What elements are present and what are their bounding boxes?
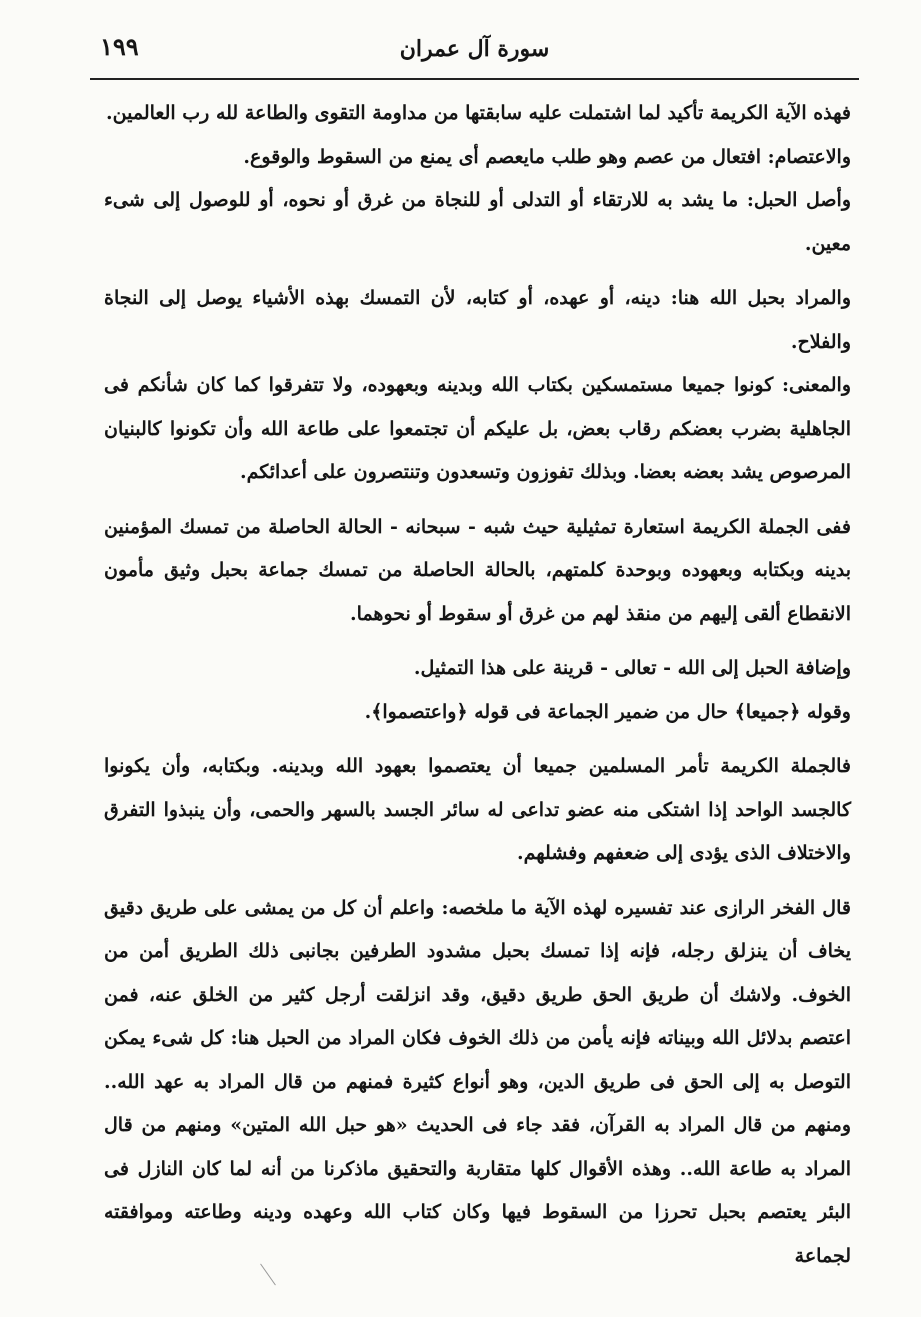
page-title: سورة آل عمران <box>399 36 550 62</box>
page-number: ١٩٩ <box>100 32 139 61</box>
paragraph-habl-attribution: وإضافة الحبل إلى الله - تعالى - قرينة على هذا التمثيل. <box>413 657 851 679</box>
page-body <box>104 92 851 1278</box>
paragraph-overall-meaning: والمعنى: كونوا جميعا مستمسكين بكتاب الله وبدينه وبعهوده، ولا تتفرقوا كما كان شأنكم فى الجاهلية بضرب بعضكم رقاب بعض، بل عليكم أن تجتمعوا على طاعة الله وأن تكونوا كالبنيان المرصوص يشد بعضه بعضا. وبذلك تفوزون وتسعدون وتنتصرون على أعدائكم. <box>104 374 851 483</box>
paragraph-itisam-definition: والاعتصام: افتعال من عصم وهو طلب مايعصم أى يمنع من السقوط والوقوع. <box>243 145 851 168</box>
paragraph-jamian: وقوله ﴿جميعا﴾ حال من ضمير الجماعة فى قوله ﴿واعتصموا﴾. <box>364 700 851 723</box>
paragraph-habl-meaning: والمراد بحبل الله هنا: دينه، أو عهده، أو كتابه، لأن التمسك بهذه الأشياء يوصل إلى النجاة والفلاح. <box>104 287 851 353</box>
page-header <box>90 22 859 80</box>
paragraph-metaphor: ففى الجملة الكريمة استعارة تمثيلية حيث شبه - سبحانه - الحالة الحاصلة من تمسك المؤمنين بدينه وبكتابه وبعهوده وبوحدة كلمتهم، بالحالة الحاصلة من تمسك جماعة بحبل وثيق مأمون الانقطاع ألقى إليهم من منقذ لهم من غرق أو سقوط أو نحوهما. <box>104 515 851 625</box>
paragraph-razi-quote: قال الفخر الرازى عند تفسيره لهذه الآية ما ملخصه: واعلم أن كل من يمشى على طريق دقيق يخاف أن ينزلق رجله، فإنه إذا تمسك بحبل مشدود الطرفين بجانبى ذلك الطريق أمن من الخوف. ولاشك أن طريق الحق طريق دقيق، وقد انزلقت أرجل كثير من الخلق عنه، فمن اعتصم بدلائل الله وبيناته فإنه يأمن من ذلك الخوف فكان المراد من الحبل هنا: كل شىء يمكن التوصل به إلى الحق فى طريق الدين، وهو أنواع كثيرة فمنهم من قال المراد به عهد الله.. ومنهم من قال المراد به القرآن، فقد جاء فى الحديث «هو حبل الله المتين» ومنهم من قال المراد به طاعة الله.. وهذه الأقوال كلها متقاربة والتحقيق ماذكرنا من أنه لما كان النازل فى البئر يعتصم بحبل تحرزا من السقوط فيها وكان كتاب الله وعهده ودينه وطاعته وموافقته لجماعة <box>104 896 851 1267</box>
paragraph-command: فالجملة الكريمة تأمر المسلمين جميعا أن يعتصموا بعهود الله وبدينه. وبكتابه، وأن يكونوا كالجسد الواحد إذا اشتكى منه عضو تداعى له سائر الجسد بالسهر والحمى، وأن ينبذوا التفرق والاختلاف الذى يؤدى إلى ضعفهم وفشلهم. <box>104 755 851 864</box>
paragraph-habl-origin: وأصل الحبل: ما يشد به للارتقاء أو التدلى أو للنجاة من غرق أو نحوه، أو للوصول إلى شىء معين. <box>104 189 851 255</box>
paragraph-intro: فهذه الآية الكريمة تأكيد لما اشتملت عليه سابقتها من مداومة التقوى والطاعة لله رب العالمين. <box>106 102 851 124</box>
header-rule <box>90 78 859 80</box>
